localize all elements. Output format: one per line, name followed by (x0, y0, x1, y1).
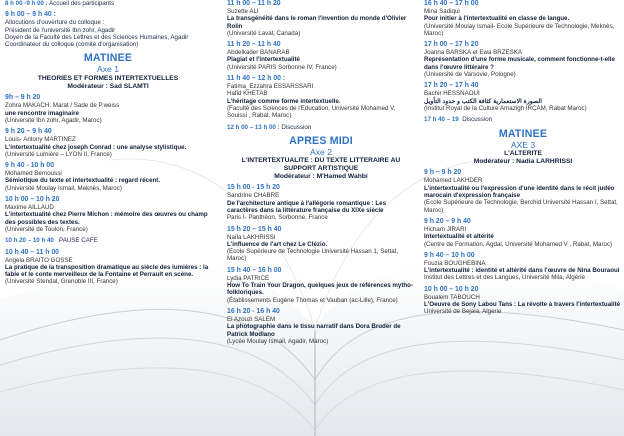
talk-time: 9 h 20 – 9 h 40 (424, 217, 471, 225)
talk-entry (5, 128, 211, 158)
talk-title: الصورة الاستعمارية كثافة الكتب و حدود التأويل (424, 97, 542, 105)
talk-entry (424, 82, 622, 112)
talk-author: Lydia PATRICE (227, 274, 270, 282)
talk-time: 11 h 40 – 12 h 00 : (227, 75, 286, 83)
talk-author: Zohra MAKACH. Marat / Sade de P.weiss (5, 102, 120, 110)
talk-time: 9 h – 9 h 20 (424, 169, 462, 177)
talk-entry (227, 0, 415, 37)
talk-author: Boualem TABOUCH (424, 293, 480, 301)
opening-entry (5, 11, 211, 48)
talk-title: L'intertextualité chez Pierre Michon : mémoire des œuvres ou champ des possibles des textes. (5, 211, 208, 226)
program-column-2 (227, 0, 415, 436)
talk-time: 10 h 40 – 11 h 00 (5, 248, 60, 256)
entry-time: 8 h 00 -9 h 00 : (5, 0, 48, 7)
talk-time: 9h – 9 h 20 (5, 94, 41, 102)
talk-affiliation: (Centre de Formation, Agdal, Université Mohamed V , Rabat, Maroc) (424, 240, 613, 248)
talk-title: How To Train Your Dragon, quelques jeux de références mytho-folkloriques. (227, 282, 414, 297)
session-heading: MATINEE (83, 52, 133, 65)
talk-time: 16 h 20 - 16 h 40 (227, 307, 280, 315)
program-column-1 (5, 0, 211, 436)
talk-time: 15 h 40 – 16 h 00 (227, 266, 282, 274)
talk-title: Représentation d'une forme musicale, comment fonctionne-t-elle dans l'œuvre littéraire ? (424, 56, 615, 71)
discussion-entry (424, 116, 622, 123)
talk-author: Sandrine CHABRE (227, 192, 280, 200)
talk-author: Fouzia BOUGHEBINA (424, 259, 486, 267)
session-heading: MATINEE (498, 127, 548, 140)
talk-affiliation: Université de Bejaia, Algerie (424, 308, 502, 316)
session-header (424, 128, 622, 166)
talk-title: Sémiotique du texte et intertextualité : regard récent. (5, 177, 161, 185)
talk-time: 11 h 20 – 11 h 40 (227, 41, 281, 49)
axis-title: Axe 2 (310, 146, 332, 157)
talk-time: 10 h 00 – 10 h 20 (424, 285, 479, 293)
talk-title: une rencontre imaginaire (5, 109, 79, 117)
talk-entry (424, 169, 622, 213)
talk-time: 17 h 00 – 17 h 20 (424, 41, 479, 49)
session-header (227, 135, 415, 180)
talk-author: Suzette ALI (227, 8, 259, 15)
break-time: 10 h 20 – 10 h 40 (5, 237, 54, 245)
talk-time: 15 h 00 - 15 h 20 (227, 184, 280, 192)
talk-title: L'intertextualité chez joseph Conrad : une analyse stylistique. (5, 143, 187, 151)
talk-title: La pratique de la transposition dramatique au siècle des lumières : la fable et le conte merveilleux de la Fontaine et Perrault en scène. (5, 263, 209, 279)
talk-affiliation: Institut des Lettres et des Langues, Université Mila, Algérie (424, 274, 585, 282)
entry-text: Doyen de la Faculté des Lettres et des Sciences Humaines, Agadir (5, 33, 189, 41)
talk-affiliation: (Ecole Supérieure de Technologie, Berchid Université Hassan I, Settat, Maroc) (424, 199, 618, 214)
talk-title: L'intertextualité ou l'expression d'une identité dans le récit judéo marocain d'expression française (424, 184, 615, 200)
talk-affiliation: (Faculté des Sciences de l'Education, Université Mohamed V, Souissi , Rabat, Maroc) (227, 104, 396, 120)
talk-title: Intertextualité et altérité (424, 233, 494, 241)
talk-affiliation: (Établissements Eugène Thomas et Vauban (ac-Lille), France) (227, 296, 398, 304)
opening-entry (5, 0, 211, 7)
program-column-3 (424, 0, 622, 436)
discussion-time: 17 h 40 – 19 (424, 116, 459, 124)
talk-time: 9 h 40 – 10 h 00 (424, 251, 475, 259)
talk-affiliation: (Université Stendal, Grenoble III, France) (5, 278, 118, 286)
talk-title: L'intertextualité : identité et altérité dans l'œuvre de Nina Bouraoui (424, 267, 620, 275)
discussion-label: Discussion (462, 116, 493, 124)
entry-text: Président de l'université Ibn zohr, Agadir (5, 26, 116, 34)
break-label: PAUSE CAFE (59, 237, 98, 245)
talk-author: El Azouzi SALEM (227, 315, 276, 323)
moderator: Modérateur : Sad SLAMTI (67, 82, 149, 90)
talk-affiliation: (Université Laval, Canada) (227, 29, 301, 37)
talk-author: Louis- Antony MARTINEZ (5, 136, 76, 144)
axis-theme: L'INTERTEXTUALITE : DU TEXTE LITTERAIRE AU SUPPORT ARTISTIQUE (241, 157, 401, 172)
talk-entry (5, 196, 211, 233)
talk-entry (424, 218, 622, 248)
talk-author: Naïla LAKHRISSI (227, 233, 276, 241)
discussion-label: Discussion (281, 123, 312, 131)
discussion-entry (227, 124, 415, 131)
talk-entry (227, 226, 415, 263)
talk-entry (424, 41, 622, 78)
talk-time: 10 h 00 – 10 h 20 (5, 196, 60, 204)
talk-title: Plagiat et l'intertextualité (227, 56, 300, 64)
talk-entry (424, 286, 622, 316)
talk-affiliation: (Universite Ibn zohr, Agadir, Maroc) (5, 116, 102, 124)
talk-affiliation: (Université de Varsovie, Pologne) (424, 71, 516, 79)
talk-affiliation: (Université Moulay Ismail, Meknès, Maroc) (5, 184, 122, 192)
talk-affiliation: (Université PARIS Sorbonne IV, France) (227, 63, 337, 71)
talk-time: 15 h 20 – 15 h 40 (227, 225, 282, 233)
talk-entry (424, 0, 622, 37)
talk-author: Maxime AILLAUD (5, 204, 54, 212)
talk-author: Abdelkader BANARAB (227, 49, 290, 57)
talk-affiliation: (Université de Toulon, France) (5, 225, 88, 233)
talk-time: 9 h 40 - 10 h 00 (5, 162, 55, 170)
talk-author: Bachir HESSNAOUI (424, 90, 480, 98)
axis-title: Axe 1 (97, 64, 119, 75)
talk-entry (227, 184, 415, 221)
entry-text: Allocutions d'ouverture du colloque : (5, 19, 105, 27)
talk-affiliation: (Ecole Supérieure de Technologie Université Hassan 1, Settat, Maroc) (227, 248, 399, 263)
talk-title: Pour initier à l'intertextualité en classe de langue. (424, 15, 570, 23)
talk-title: L'influence de l'art chez Le Clézio. (227, 240, 328, 248)
talk-entry (5, 162, 211, 192)
talk-time: 17 h 20 – 17 h 40 (424, 82, 479, 90)
talk-affiliation: (Institut Royal de la Culture Amazigh IRCAM, Rabat Maroc) (424, 104, 587, 112)
talk-author: Joanna BARSKA et Ewa BRZESKA (424, 49, 523, 57)
entry-time: 9 h 00 – 9 h 40 : (5, 11, 56, 19)
talk-title: La transgénéité dans le roman l'invention du monde d'Olivier Rolin (227, 15, 407, 30)
talk-author: Fatima_Ezzahra ESSARSSARI Hafid KHETAB (227, 83, 314, 98)
talk-entry (5, 249, 211, 286)
talk-title: L'héritage comme forme intertextuelle. (227, 97, 341, 105)
talk-time: 11 h 00 – 11 h 20 (227, 0, 281, 7)
talk-time: 9 h 20 – 9 h 40 (5, 128, 52, 136)
axis-title: AXE 3 (510, 139, 536, 150)
talk-title: L'Oeuvre de Sony Labou Tans : La révolte à travers l'intertextualité (424, 301, 621, 309)
talk-entry (227, 267, 415, 304)
moderator: Modérateur : Nadia LARHRISSI (473, 157, 573, 165)
talk-entry (424, 252, 622, 282)
talk-author: Angela BRAITO GOSSE (5, 256, 73, 264)
axis-theme: L'ALTERITE (504, 150, 542, 158)
talk-affiliation: (Université Moulay Ismail- Ecole Supérieure de Technologie, Meknès, Maroc) (424, 22, 615, 37)
talk-author: Mohamed Bernoussi (5, 170, 62, 178)
session-header (5, 52, 211, 90)
talk-author: Hicham JIRARI (424, 225, 467, 233)
session-heading: APRES MIDI (289, 134, 353, 147)
talk-affiliation: (Université Lumière – LYON II, France) (5, 150, 112, 158)
entry-text: Accueil des participants (49, 0, 115, 7)
talk-title: De l'architecture antique à l'allégorie romantique : Les caractères dans la littérature française du XIXe siècle (227, 199, 387, 214)
talk-author: Mohamed LAKHDER (424, 177, 483, 185)
talk-author: Mina Sadiqui (424, 8, 460, 15)
talk-entry (227, 308, 415, 345)
entry-text: Coordinateur du colloque (comité d'organisation) (5, 41, 139, 49)
break-entry (5, 237, 211, 244)
talk-affiliation: Paris I- Panthéon, Sorbonne, France (227, 214, 328, 222)
discussion-time: 12 h 00 – 13 h 00 : (227, 123, 280, 131)
moderator: Modérateur : M'Hamed Wahbi (274, 172, 368, 180)
talk-time: 16 h 40 – 17 h 00 (424, 0, 479, 7)
talk-entry (227, 41, 415, 71)
axis-theme: THEORIES ET FORMES INTERTEXTUELLES (37, 74, 179, 82)
talk-entry (227, 75, 415, 119)
talk-entry (5, 94, 211, 124)
talk-affiliation: (Lycée Moulay Ismail, Agadir, Maroc) (227, 337, 329, 345)
talk-title: La photographie dans le tissu narratif dans Dora Bruder de Patrick Modiano (227, 323, 401, 338)
